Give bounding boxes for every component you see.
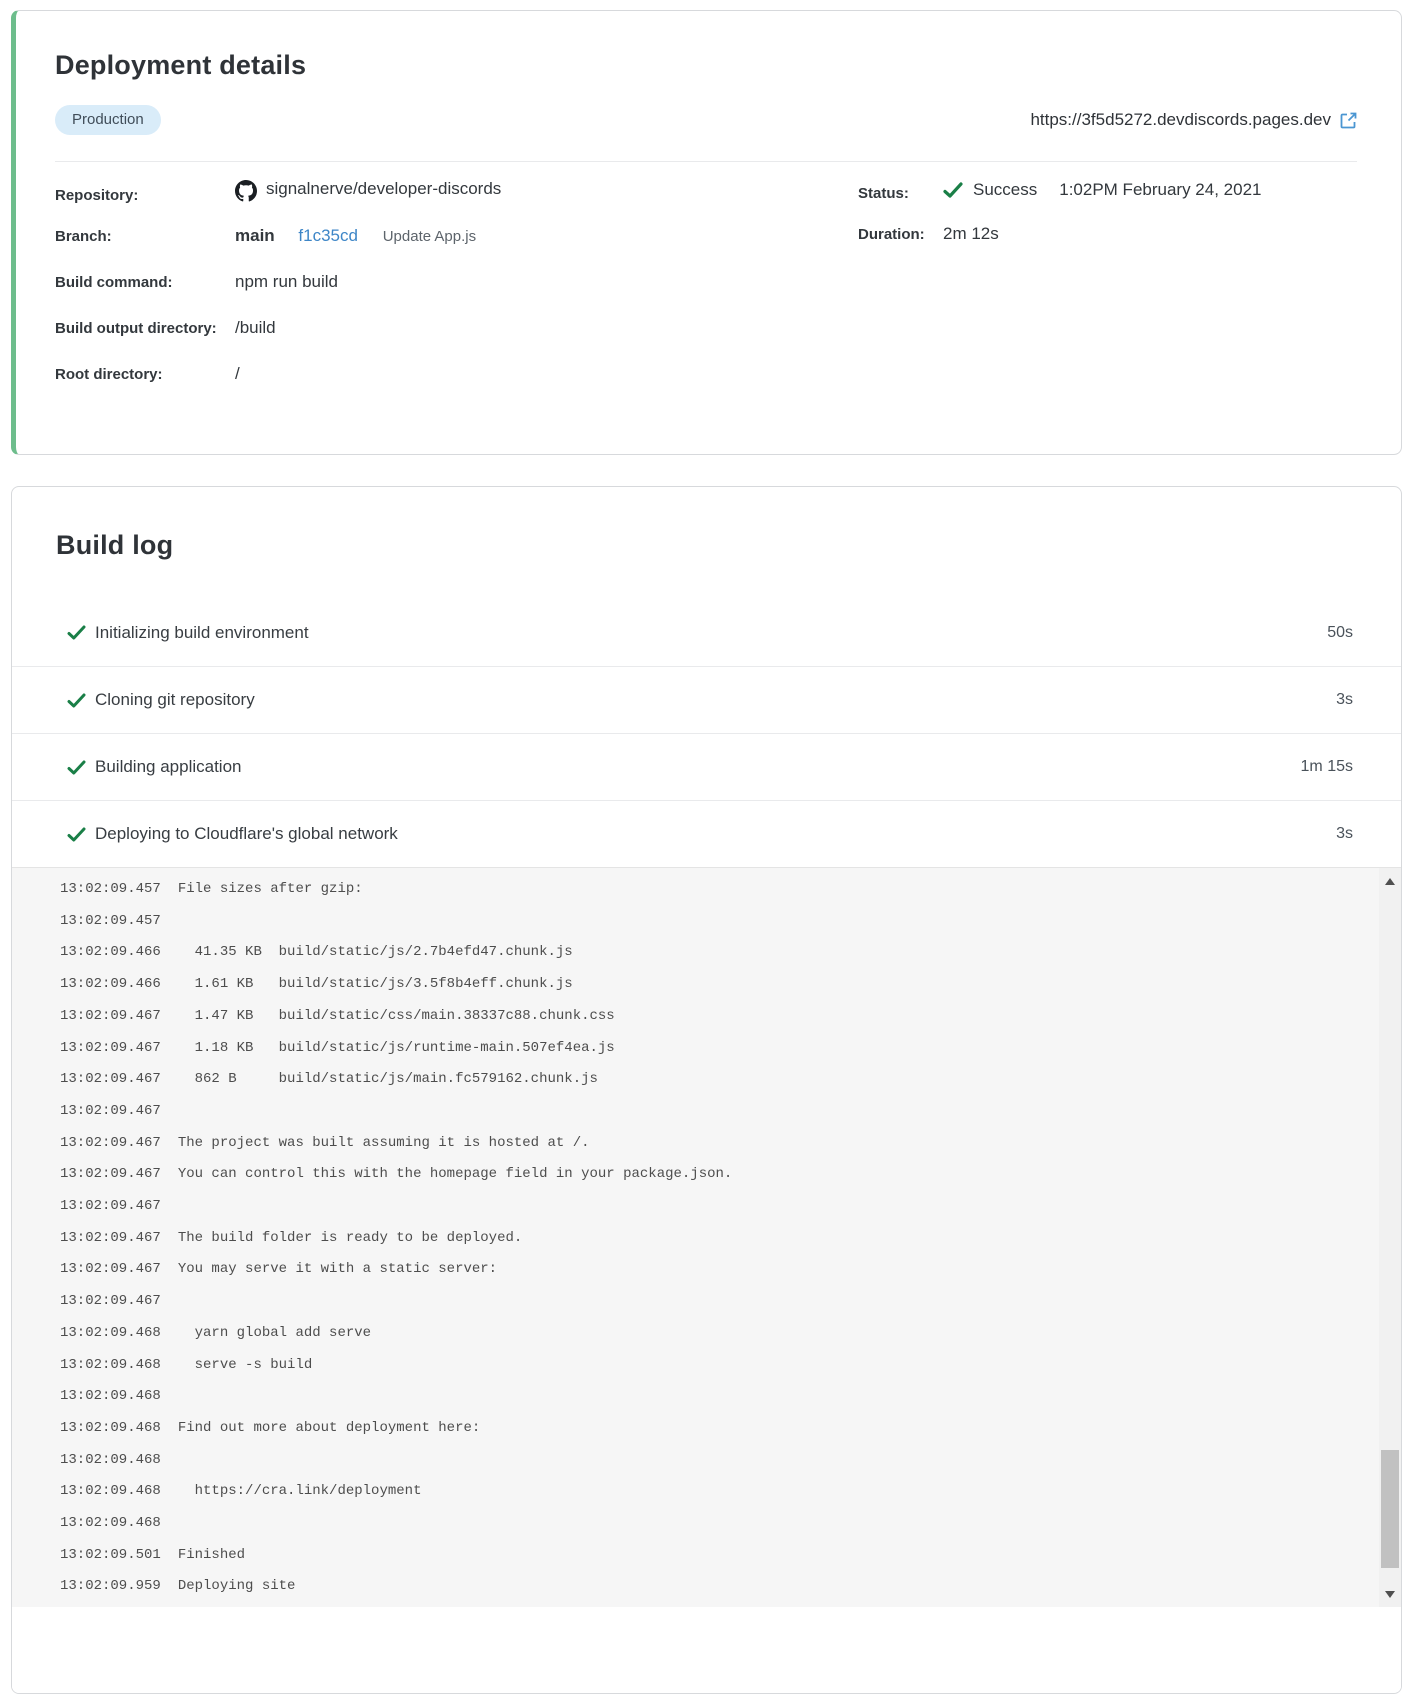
github-icon: [235, 180, 257, 202]
log-line: [60, 906, 1361, 938]
deployment-fields: [55, 178, 1357, 388]
root-directory-field: [55, 364, 1357, 388]
log-line-time: 13:02:09.467: [60, 1166, 161, 1183]
stage-label: Building application: [95, 757, 242, 776]
status-success-check-icon: [943, 182, 963, 198]
deployment-divider: [55, 161, 1357, 162]
log-line-time: 13:02:09.468: [60, 1356, 161, 1373]
log-scrollbar[interactable]: [1379, 868, 1401, 1607]
branch-label: Branch:: [55, 228, 112, 245]
build-log-title: Build log: [56, 530, 174, 560]
deployment-details-card: [11, 10, 1402, 455]
stage-duration: 3s: [1336, 825, 1353, 842]
stage-success-check-icon: [67, 827, 86, 842]
log-line-text: 1.47 KB build/static/css/main.38337c88.chunk.css: [177, 1007, 615, 1024]
log-line-text: File sizes after gzip:: [177, 881, 363, 897]
log-line-time: 13:02:09.467: [60, 1229, 161, 1246]
log-line-text: You can control this with the homepage field in your package.json.: [177, 1166, 733, 1183]
duration-value: 2m 12s: [943, 224, 999, 243]
log-line: [60, 1540, 1361, 1572]
log-line-text: 41.35 KB build/static/js/2.7b4efd47.chunk.js: [177, 944, 573, 961]
log-line-time: 13:02:09.468: [60, 1419, 161, 1436]
build-output-directory-field: [55, 318, 1357, 342]
status-value: Success: [973, 180, 1038, 199]
stage-success-check-icon: [67, 760, 86, 775]
status-field: [858, 180, 1261, 202]
deployment-status-column: [858, 180, 1261, 266]
log-line: [60, 874, 1361, 906]
log-line-time: 13:02:09.468: [60, 1324, 161, 1341]
log-line-time: 13:02:09.467: [60, 1134, 161, 1151]
build-stages: [12, 599, 1401, 867]
log-line-text: You may serve it with a static server:: [177, 1261, 498, 1278]
log-line: [60, 937, 1361, 969]
deployment-url-link[interactable]: https://3f5d5272.devdiscords.pages.dev: [1030, 110, 1331, 129]
log-line-time: 13:02:09.467: [60, 1039, 161, 1056]
log-line: [60, 1064, 1361, 1096]
log-line-text: 1.18 KB build/static/js/runtime-main.507ef4ea.js: [177, 1039, 615, 1056]
build-log-card: [11, 486, 1402, 1694]
log-line-time: 13:02:09.457: [60, 912, 161, 929]
log-line: [60, 1318, 1361, 1350]
stage-success-check-icon: [67, 625, 86, 640]
log-line: [60, 1001, 1361, 1033]
log-line-time: 13:02:09.959: [60, 1578, 161, 1595]
log-line-time: 13:02:09.468: [60, 1483, 161, 1500]
stage-duration: 3s: [1336, 691, 1353, 708]
log-line: [60, 1128, 1361, 1160]
commit-hash-link[interactable]: f1c35cd: [298, 226, 358, 245]
environment-badge: Production: [55, 105, 161, 135]
log-line: [60, 1286, 1361, 1318]
log-line-text: Deploying site: [177, 1578, 296, 1595]
log-line-time: 13:02:09.468: [60, 1515, 161, 1532]
status-label: Status:: [858, 185, 909, 202]
stage-label: Deploying to Cloudflare's global network: [95, 824, 398, 843]
log-line: [60, 1445, 1361, 1477]
repository-name[interactable]: signalnerve/developer-discords: [266, 179, 502, 198]
log-line-time: 13:02:09.501: [60, 1546, 161, 1563]
log-line: [60, 1033, 1361, 1065]
stage-duration: 1m 15s: [1300, 758, 1353, 775]
repository-label: Repository:: [55, 187, 139, 204]
branch-name: main: [235, 226, 275, 245]
badge-row: [55, 105, 1357, 135]
log-line: [60, 1413, 1361, 1445]
log-line-text: yarn global add serve: [177, 1324, 372, 1341]
log-line-time: 13:02:09.466: [60, 944, 161, 961]
log-line: [60, 1508, 1361, 1540]
build-stage-row[interactable]: [12, 800, 1401, 867]
log-line-text: 1.61 KB build/static/js/3.5f8b4eff.chunk.js: [177, 976, 573, 993]
log-line-text: Find out more about deployment here:: [177, 1419, 481, 1436]
stage-label: Cloning git repository: [95, 690, 255, 709]
log-line-time: 13:02:09.467: [60, 1293, 161, 1310]
commit-message: Update App.js: [382, 228, 477, 245]
deployment-details-title: Deployment details: [55, 50, 307, 80]
log-line-time: 13:02:09.468: [60, 1388, 161, 1405]
log-line-text: https://cra.link/deployment: [177, 1483, 422, 1500]
build-output-directory-label: Build output directory:: [55, 320, 217, 337]
log-line-text: The build folder is ready to be deployed.: [177, 1229, 523, 1246]
log-line: [60, 1096, 1361, 1128]
stage-success-check-icon: [67, 693, 86, 708]
scrollbar-up-arrow-icon[interactable]: [1379, 870, 1401, 892]
log-line-time: 13:02:09.466: [60, 976, 161, 993]
build-command-value: npm run build: [235, 272, 339, 291]
build-stage-row[interactable]: [12, 599, 1401, 666]
log-line: [60, 1191, 1361, 1223]
build-output-directory-value: /build: [235, 318, 276, 337]
log-line: [60, 1254, 1361, 1286]
log-line-time: 13:02:09.467: [60, 1261, 161, 1278]
root-directory-value: /: [235, 364, 240, 383]
status-timestamp: 1:02PM February 24, 2021: [1059, 180, 1262, 199]
log-line: [60, 1381, 1361, 1413]
log-line-time: 13:02:09.468: [60, 1451, 161, 1468]
log-line-time: 13:02:09.457: [60, 881, 161, 897]
scrollbar-thumb[interactable]: [1381, 1450, 1399, 1568]
build-log-output[interactable]: [12, 867, 1401, 1607]
log-line: [60, 1223, 1361, 1255]
log-line: [60, 1350, 1361, 1382]
log-line-text: The project was built assuming it is hosted at /.: [177, 1134, 590, 1151]
duration-label: Duration:: [858, 226, 925, 243]
build-command-field: [55, 272, 1357, 296]
build-command-label: Build command:: [55, 274, 173, 291]
stage-duration: 50s: [1327, 623, 1353, 641]
log-line-text: Finished: [177, 1546, 246, 1563]
scrollbar-down-arrow-icon[interactable]: [1379, 1583, 1401, 1605]
duration-field: [858, 224, 1261, 244]
log-line: [60, 969, 1361, 1001]
log-line: [60, 1476, 1361, 1508]
build-log-card-footer: [12, 1607, 1401, 1693]
build-stage-row[interactable]: [12, 733, 1401, 800]
root-directory-label: Root directory:: [55, 366, 163, 383]
log-lines: [12, 868, 1401, 1603]
deployment-url-wrap: [1030, 110, 1357, 130]
log-line-time: 13:02:09.467: [60, 1198, 161, 1215]
log-line-text: 862 B build/static/js/main.fc579162.chunk.js: [177, 1071, 598, 1088]
log-line-time: 13:02:09.467: [60, 1007, 161, 1024]
build-stage-row[interactable]: [12, 666, 1401, 733]
external-link-icon[interactable]: [1340, 112, 1357, 129]
log-line-time: 13:02:09.467: [60, 1102, 161, 1119]
log-line: [60, 1159, 1361, 1191]
stage-label: Initializing build environment: [95, 622, 309, 642]
log-line-text: serve -s build: [177, 1356, 313, 1373]
log-line: [60, 1571, 1361, 1603]
log-line-time: 13:02:09.467: [60, 1071, 161, 1088]
